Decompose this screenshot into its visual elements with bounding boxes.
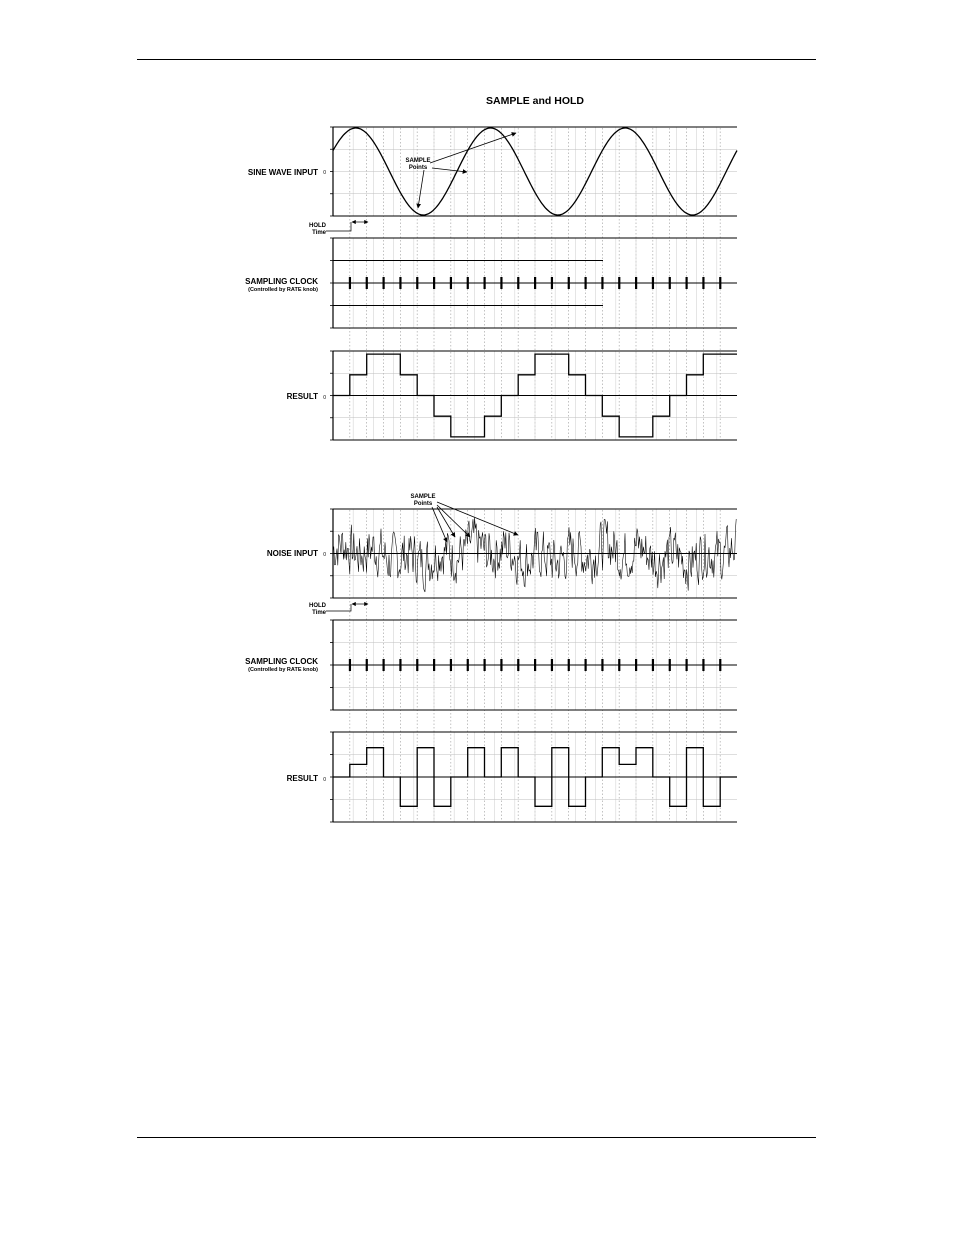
clock-pulse xyxy=(416,277,418,289)
clock-pulse xyxy=(618,277,620,289)
sine-hold-label-line2: Time xyxy=(312,230,326,236)
clock-pulse xyxy=(719,659,721,671)
clock-pulse xyxy=(719,277,721,289)
sine-sample-annotation-line2: Points xyxy=(408,165,428,171)
clock-pulse xyxy=(585,659,587,671)
noise-zero-label: 0 xyxy=(323,552,326,558)
clock-pulse xyxy=(669,277,671,289)
clock-pulse xyxy=(669,659,671,671)
clock-pulse xyxy=(568,659,570,671)
sine-result-panel xyxy=(330,351,737,440)
clock-pulse xyxy=(366,277,368,289)
clock-pulse xyxy=(702,277,704,289)
clock-pulse xyxy=(568,277,570,289)
noise-sample-annotation-line2: Points xyxy=(413,501,433,507)
sine-hold-bracket xyxy=(326,222,351,231)
clock-pulse xyxy=(383,659,385,671)
clock-pulse xyxy=(399,277,401,289)
clock-pulse xyxy=(467,277,469,289)
clock-pulse xyxy=(652,659,654,671)
sine-sampling-clock-panel xyxy=(330,238,737,328)
noise-sampling-clock-panel xyxy=(330,620,737,710)
clock-pulse xyxy=(601,277,603,289)
noise-hold-label-line2: Time xyxy=(312,610,326,616)
clock-pulse xyxy=(601,659,603,671)
clock-pulse xyxy=(349,277,351,289)
noise-result-zero-label: 0 xyxy=(323,777,326,783)
sine-clock-label: SAMPLING CLOCK xyxy=(245,277,318,286)
noise-hold-bracket xyxy=(326,604,351,611)
sine-result-zero-label: 0 xyxy=(323,395,326,401)
sine-input-panel xyxy=(330,127,737,216)
clock-pulse xyxy=(635,277,637,289)
sine-zero-label: 0 xyxy=(323,170,326,176)
sine-hold-label-line1: HOLD xyxy=(309,223,326,229)
sine-result-label: RESULT xyxy=(286,392,318,401)
sine-clock-sublabel: (Controlled by RATE knob) xyxy=(248,287,318,293)
clock-pulse xyxy=(585,277,587,289)
clock-pulse xyxy=(652,277,654,289)
clock-pulse xyxy=(635,659,637,671)
clock-pulse xyxy=(484,659,486,671)
clock-pulse xyxy=(484,277,486,289)
noise-sample-arrow-3 xyxy=(437,507,455,537)
noise-result-panel xyxy=(330,732,737,822)
sample-verticals xyxy=(350,128,720,822)
noise-clock-sublabel: (Controlled by RATE knob) xyxy=(248,667,318,673)
clock-pulse xyxy=(450,277,452,289)
sine-sample-annotation-line1: SAMPLE xyxy=(405,158,431,164)
clock-pulse xyxy=(551,277,553,289)
noise-sample-arrow-2 xyxy=(437,505,470,537)
sine-clock-grid xyxy=(330,238,737,328)
clock-pulse xyxy=(467,659,469,671)
noise-input-panel xyxy=(330,509,737,598)
noise-result-label: RESULT xyxy=(286,774,318,783)
clock-pulse xyxy=(517,277,519,289)
clock-pulse xyxy=(433,659,435,671)
clock-pulse xyxy=(366,659,368,671)
clock-pulse xyxy=(450,659,452,671)
clock-pulse xyxy=(686,659,688,671)
clock-pulse xyxy=(500,277,502,289)
sine-input-label: SINE WAVE INPUT xyxy=(247,168,318,177)
clock-pulse xyxy=(534,659,536,671)
noise-input-label: NOISE INPUT xyxy=(266,549,318,558)
noise-sample-arrow-1 xyxy=(437,502,518,535)
clock-pulse xyxy=(534,277,536,289)
clock-pulse xyxy=(349,659,351,671)
clock-pulse xyxy=(551,659,553,671)
clock-pulse xyxy=(399,659,401,671)
clock-pulse xyxy=(500,659,502,671)
clock-pulse xyxy=(416,659,418,671)
clock-pulse xyxy=(383,277,385,289)
diagram-title: SAMPLE and HOLD xyxy=(485,95,585,107)
noise-sample-annotation-line1: SAMPLE xyxy=(410,494,436,500)
noise-clock-grid xyxy=(330,620,737,710)
clock-pulse xyxy=(433,277,435,289)
sine-sample-arrow-3 xyxy=(418,170,424,208)
clock-pulse xyxy=(517,659,519,671)
clock-pulse xyxy=(618,659,620,671)
noise-grid xyxy=(330,509,737,598)
sine-sample-arrow-1 xyxy=(430,133,516,163)
noise-clock-label: SAMPLING CLOCK xyxy=(245,657,318,666)
clock-pulse xyxy=(702,659,704,671)
clock-pulse xyxy=(686,277,688,289)
noise-hold-label-line1: HOLD xyxy=(309,603,326,609)
